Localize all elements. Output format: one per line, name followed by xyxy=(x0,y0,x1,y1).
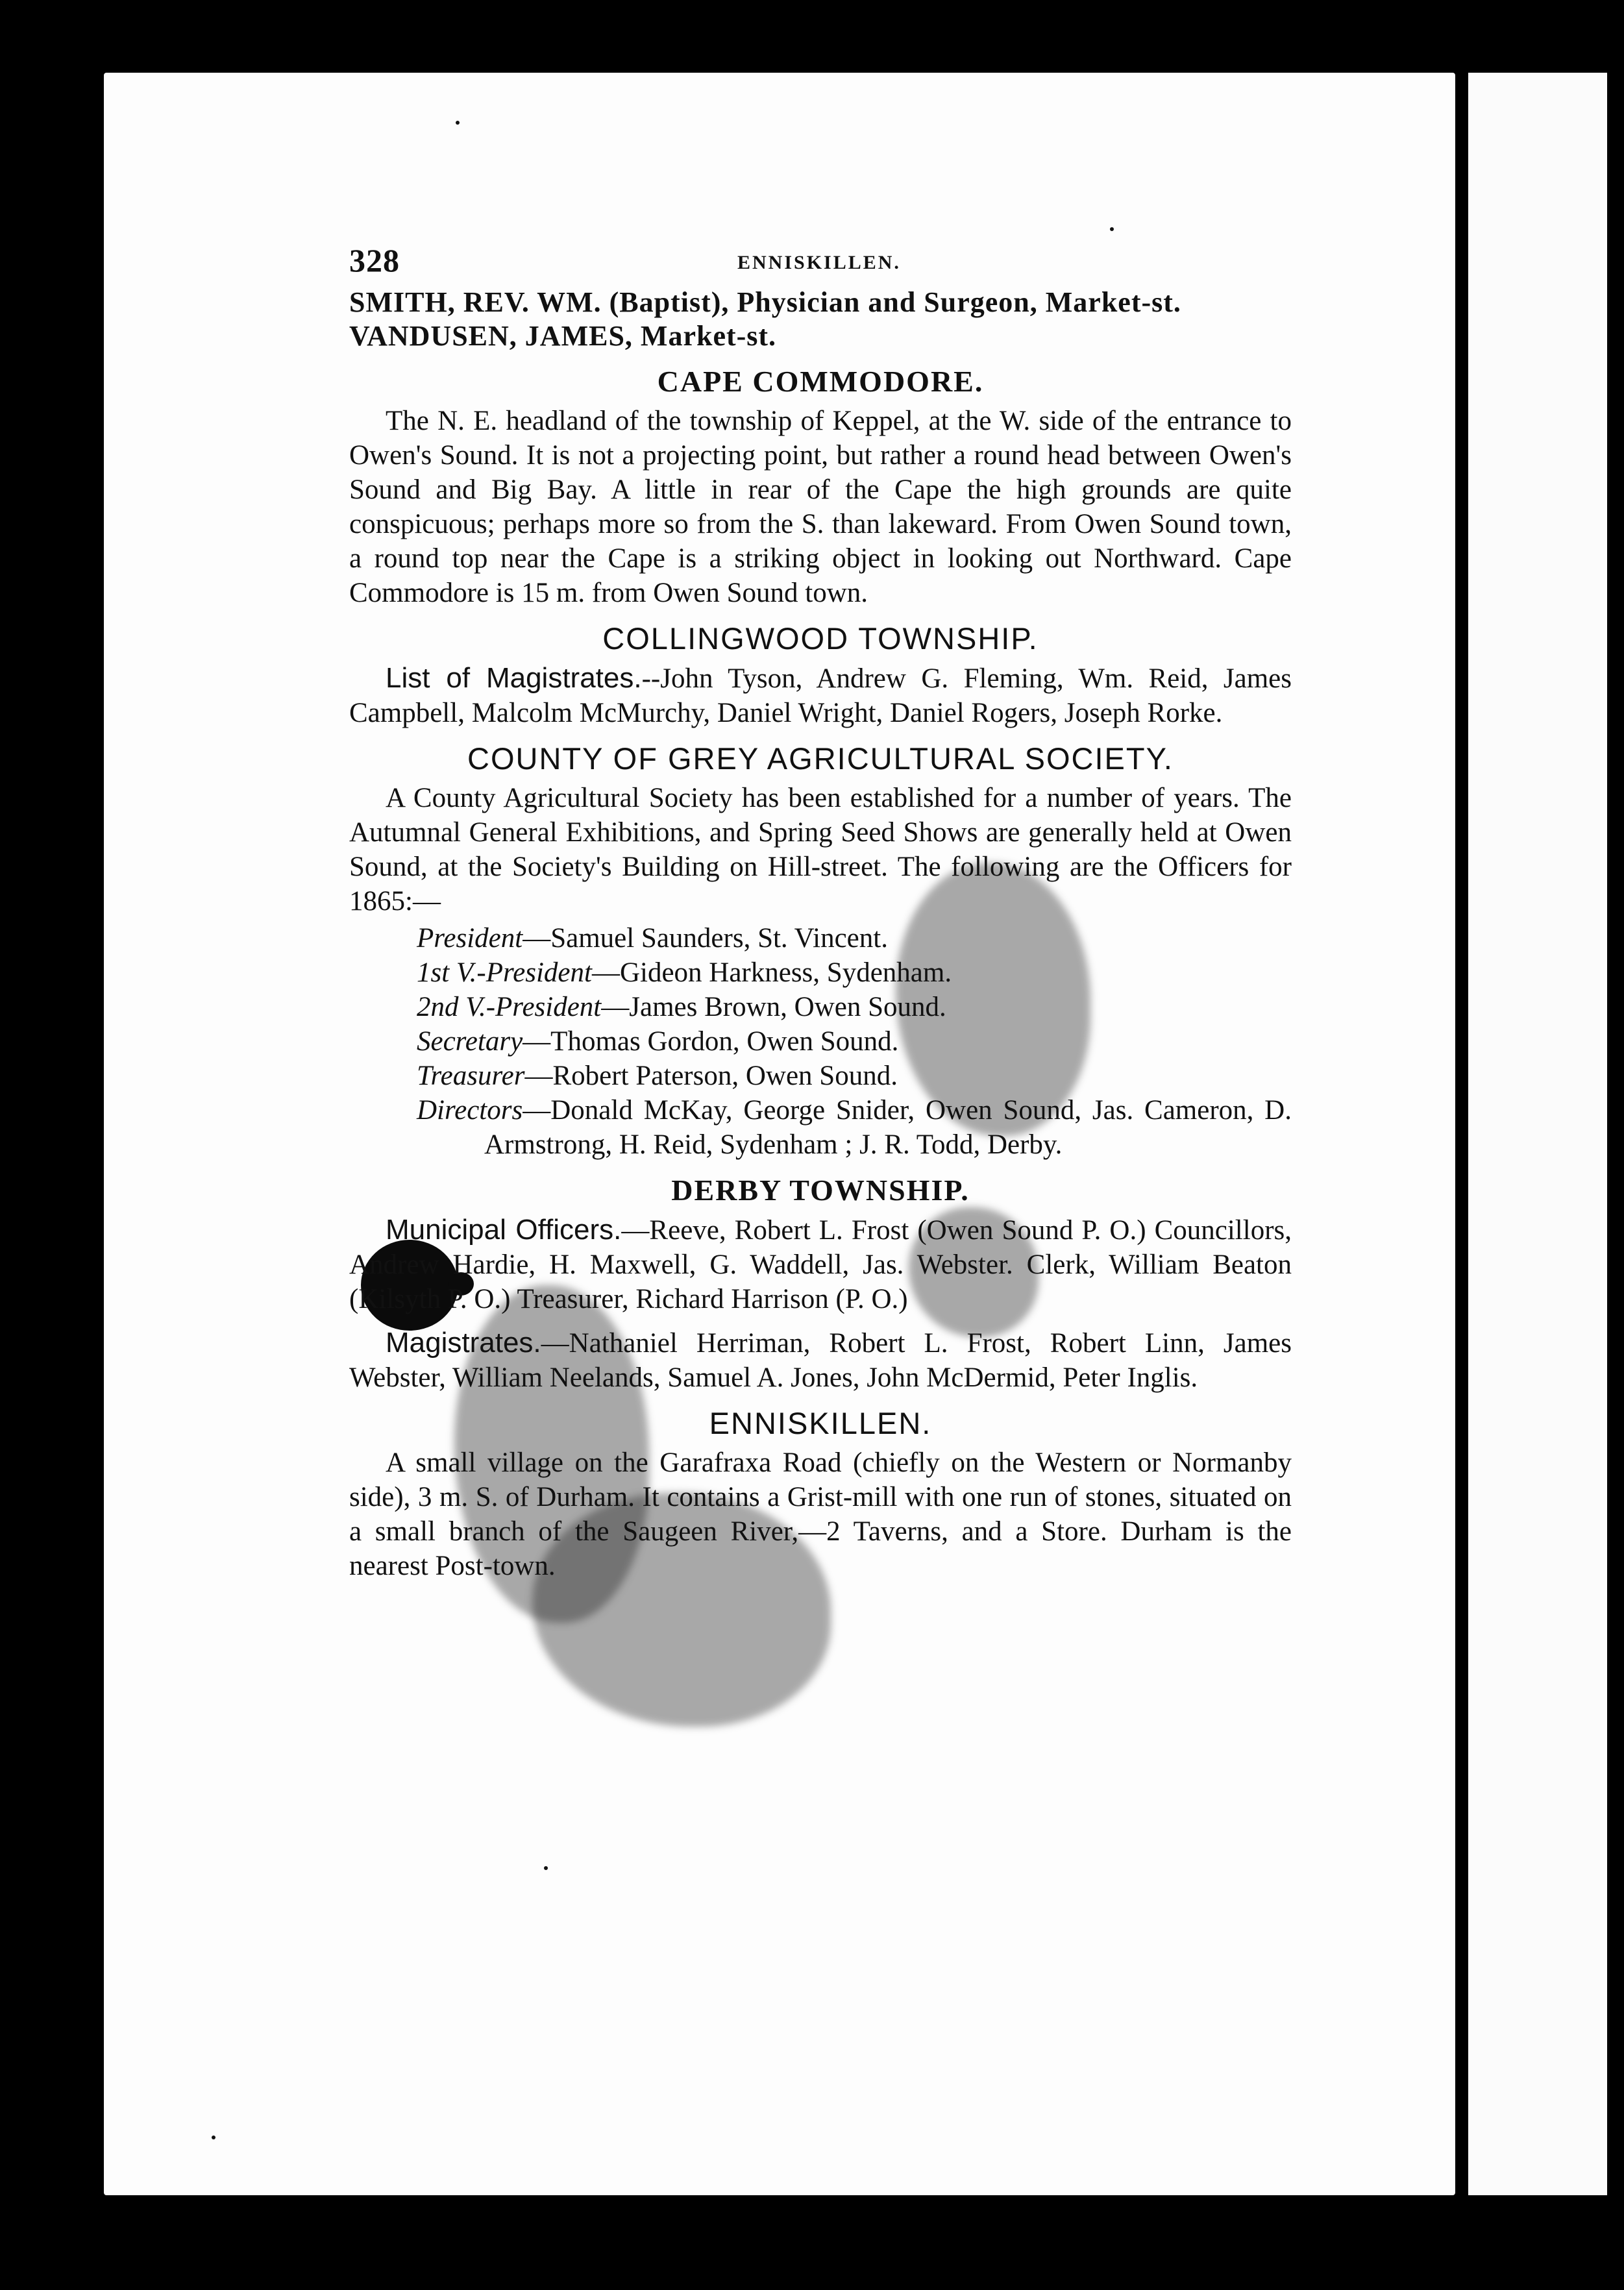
derby-municipal-lead: Municipal Officers. xyxy=(386,1214,622,1246)
cape-commodore-text: The N. E. headland of the township of Keppel, at the W. side of the entrance to Owen's Sound. It is not a projecting point, but rather a round head between Owen's Sound and Big Bay. A little in rear of the Cape the high grounds are quite conspicuous; perhaps more so from the S. than lakeward. From Owen Sound town, a round top near the Cape is a striking object in looking out Northward. Cape Commodore is 15 m. from Owen Sound town. xyxy=(349,406,1292,608)
officer-role: Directors xyxy=(417,1095,523,1126)
grey-society-text: A County Agricultural Society has been established for a number of years. The Autumnal General Exhibitions, and Spring Seed Shows are generally held at Owen Sound, at the Society's Building on Hill-street. The following are the Officers for 1865:— xyxy=(349,783,1292,917)
derby-magistrates xyxy=(349,1325,1292,1395)
page-number: 328 xyxy=(349,242,400,278)
officer-role: 1st V.-President xyxy=(417,957,592,988)
section-title-enniskillen: ENNISKILLEN. xyxy=(709,1406,932,1440)
directory-entry: SMITH, REV. WM. (Baptist), Physician and Surgeon, Market-st. xyxy=(349,286,1181,318)
section-title-cape-commodore: CAPE COMMODORE. xyxy=(657,365,984,398)
derby-magistrates-lead: Magistrates. xyxy=(386,1327,541,1359)
section-title-grey-society: COUNTY OF GREY AGRICULTURAL SOCIETY. xyxy=(467,741,1174,776)
derby-municipal-text: —Reeve, Robert L. Frost (Owen Sound P. O.) Councillors, Andrew Hardie, H. Maxwell, G. Waddell, Jas. Webster. Clerk, William Beaton (Kilsyth P. O.) Treasurer, Richard Harrison (P. O.) xyxy=(349,1215,1292,1314)
page-text xyxy=(349,234,1292,1583)
speck xyxy=(1110,227,1114,231)
officer-names: —Gideon Harkness, Sydenham. xyxy=(591,957,952,988)
officer-names: —James Brown, Owen Sound. xyxy=(601,992,946,1022)
officer-entry xyxy=(417,1059,1292,1093)
derby-municipal-officers xyxy=(349,1213,1292,1316)
collingwood-magistrates xyxy=(349,661,1292,730)
officer-role: 2nd V.-President xyxy=(417,992,602,1022)
officer-entry xyxy=(417,1093,1292,1162)
officer-names: —Robert Paterson, Owen Sound. xyxy=(524,1061,898,1091)
derby-magistrates-text: —Nathaniel Herriman, Robert L. Frost, Robert Linn, James Webster, William Neelands, Samuel A. Jones, John McDermid, Peter Inglis. xyxy=(349,1328,1292,1393)
speck xyxy=(456,121,460,125)
section-title-collingwood: COLLINGWOOD TOWNSHIP. xyxy=(602,621,1039,656)
adjacent-page-edge xyxy=(1468,73,1607,2195)
officer-entry xyxy=(417,1024,1292,1059)
page-header xyxy=(349,234,1292,286)
enniskillen-text: A small village on the Garafraxa Road (chiefly on the Western or Normanby side), 3 m. S. of Durham. It contains a Grist-mill with one run of stones, situated on a small branch of the Saugeen River,—2 Taverns, and a Store. Durham is the nearest Post-town. xyxy=(349,1447,1292,1581)
speck xyxy=(544,1866,548,1870)
directory-entry: VANDUSEN, JAMES, Market-st. xyxy=(349,320,777,352)
officer-role: Treasurer xyxy=(417,1061,525,1091)
officer-names: —Donald McKay, George Snider, Owen Sound, Jas. Cameron, D. Armstrong, H. Reid, Sydenham ; J. R. Todd, Derby. xyxy=(484,1095,1292,1160)
officer-role: President xyxy=(417,923,523,954)
officers-list xyxy=(349,921,1292,1162)
officer-names: —Samuel Saunders, St. Vincent. xyxy=(523,923,888,954)
collingwood-lead: List of Magistrates. xyxy=(386,662,642,694)
running-head: ENNISKILLEN. xyxy=(737,252,901,273)
officer-entry xyxy=(417,990,1292,1024)
officer-entry xyxy=(417,955,1292,990)
officer-names: —Thomas Gordon, Owen Sound. xyxy=(523,1026,899,1057)
speck xyxy=(212,2136,215,2139)
officer-entry xyxy=(417,921,1292,955)
collingwood-text: --John Tyson, Andrew G. Fleming, Wm. Reid, James Campbell, Malcolm McMurchy, Daniel Wright, Daniel Rogers, Joseph Rorke. xyxy=(349,663,1292,728)
officer-role: Secretary xyxy=(417,1026,523,1057)
section-title-derby: DERBY TOWNSHIP. xyxy=(671,1174,970,1207)
